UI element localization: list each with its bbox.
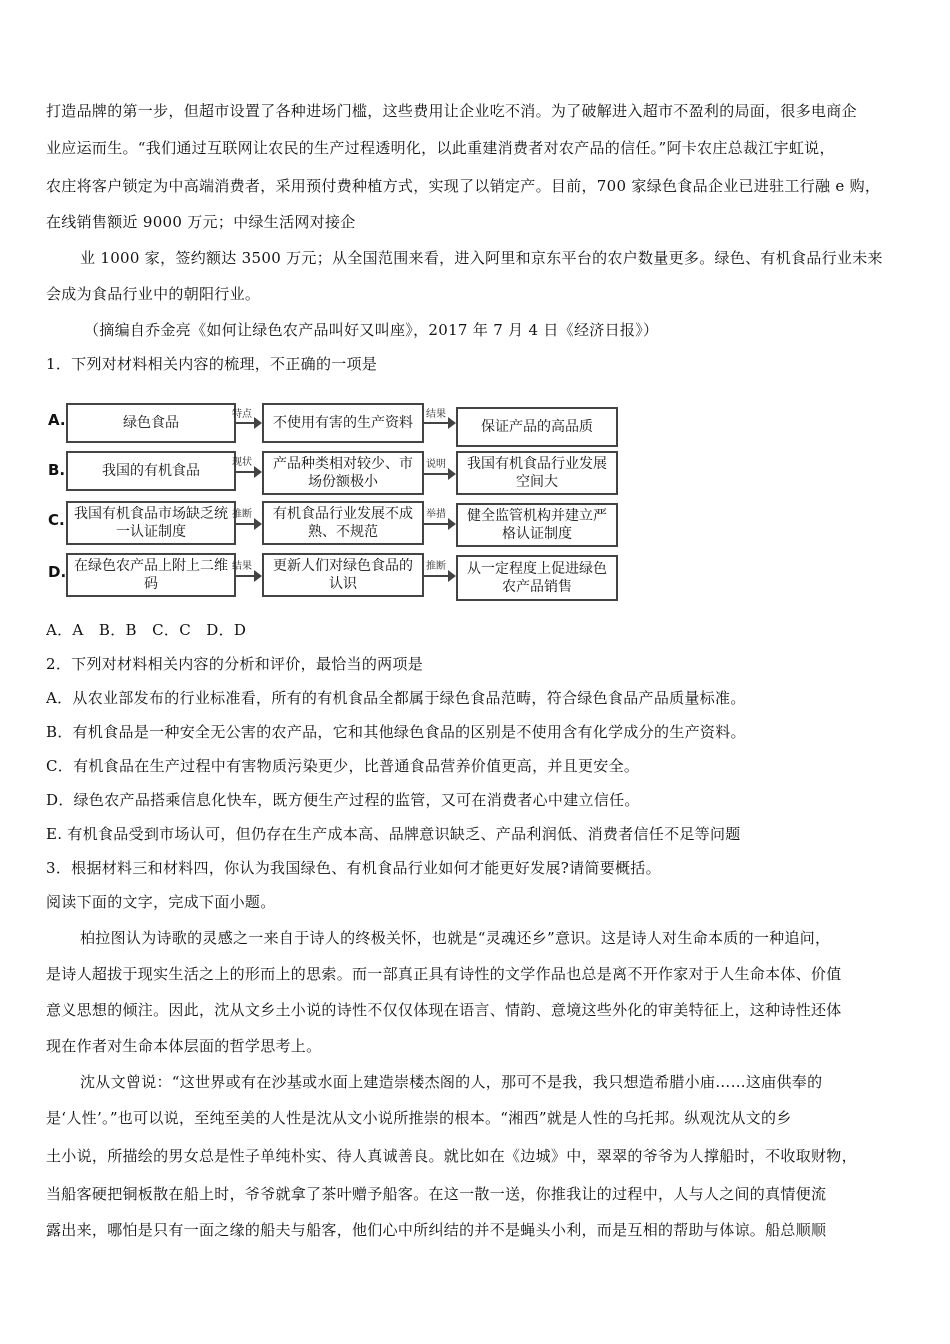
- row-label: A.: [48, 411, 66, 429]
- passage-line: 打造品牌的第一步，但超市设置了各种进场门槛，这些费用让企业吃不消。为了破解进入超市不盈利的局面，很多电商企: [46, 102, 857, 120]
- passage-line: 业 1000 家，签约额达 3500 万元；从全国范围来看，进入阿里和京东平台的农户数量更多。绿色、有机食品行业未来: [80, 249, 883, 267]
- arrow-tag: 结果: [232, 561, 252, 572]
- passage2-line: 露出来，哪怕是只有一面之缘的船夫与船客，他们心中所纠结的并不是蝇头小利，而是互相的帮助与体谅。船总顺顺: [46, 1221, 827, 1239]
- arrow-icon: [424, 523, 454, 525]
- passage2-line: 现在作者对生命本体层面的哲学思考上。: [46, 1037, 322, 1055]
- arrow-tag: 举措: [426, 509, 446, 520]
- passage2-line: 沈从文曾说：“这世界或有在沙基或水面上建造崇楼杰阁的人，那可不是我，我只想造希腊小庙……这庙供奉的: [80, 1073, 823, 1091]
- diagram-box: 健全监管机构并建立严格认证制度: [456, 503, 618, 547]
- diagram-box: 绿色食品: [66, 403, 236, 443]
- reading-instruction: 阅读下面的文字，完成下面小题。: [46, 893, 276, 911]
- passage2-line: 当船客硬把铜板散在船上时，爷爷就拿了茶叶赠予船客。在这一散一送，你推我让的过程中，人与人之间的真情便流: [46, 1185, 827, 1203]
- passage-line: 会成为食品行业中的朝阳行业。: [46, 285, 261, 303]
- arrow-tag: 推断: [232, 509, 252, 520]
- diagram-row-a: [44, 401, 620, 445]
- row-label: D.: [48, 563, 67, 581]
- arrow-tag: 推断: [426, 561, 446, 572]
- passage-line: 农庄将客户锁定为中高端消费者，采用预付费种植方式，实现了以销定产。目前，700 家绿色食品企业已进驻工行融 e 购，: [46, 177, 881, 195]
- passage2-line: 柏拉图认为诗歌的灵感之一来自于诗人的终极关怀，也就是“灵魂还乡”意识。这是诗人对生命本质的一种追问，: [80, 929, 831, 947]
- passage2-line: 土小说，所描绘的男女总是性子单纯朴实、待人真诚善良。就比如在《边城》中，翠翠的爷爷为人撑船时，不收取财物，: [46, 1147, 857, 1165]
- diagram-row-c: [44, 501, 620, 545]
- arrow-tag: 说明: [426, 459, 446, 470]
- arrow-icon: [236, 471, 260, 473]
- question-3-stem: 3．根据材料三和材料四，你认为我国绿色、有机食品行业如何才能更好发展?请简要概括。: [46, 859, 661, 877]
- diagram-box: 从一定程度上促进绿色农产品销售: [456, 555, 618, 601]
- source-citation: （摘编自乔金亮《如何让绿色农产品叫好又叫座》，2017 年 7 月 4 日《经济日报》）: [84, 321, 659, 339]
- passage2-line: 是‘人性’。”也可以说，至纯至美的人性是沈从文小说所推崇的根本。“湘西”就是人性的乌托邦。纵观沈从文的乡: [46, 1109, 792, 1127]
- passage-line: 业应运而生。“我们通过互联网让农民的生产过程透明化，以此重建消费者对农产品的信任。”阿卡农庄总裁江宇虹说，: [46, 139, 835, 157]
- q1-diagram: [44, 393, 620, 603]
- row-label: B.: [48, 461, 66, 479]
- diagram-box: 我国有机食品行业发展空间大: [456, 451, 618, 495]
- arrow-icon: [236, 422, 260, 424]
- diagram-box: 我国的有机食品: [66, 451, 236, 491]
- arrow-tag: 结果: [426, 409, 446, 420]
- arrow-tag: 现状: [232, 457, 252, 468]
- diagram-row-b: [44, 451, 620, 495]
- diagram-box: 产品种类相对较少、市场份额极小: [262, 451, 424, 495]
- arrow-tag: 特点: [232, 409, 252, 420]
- option-d: D．绿色农产品搭乘信息化快车，既方便生产过程的监管，又可在消费者心中建立信任。: [46, 791, 640, 809]
- arrow-icon: [236, 523, 260, 525]
- diagram-box: 保证产品的高品质: [456, 407, 618, 447]
- diagram-box: 更新人们对绿色食品的认识: [262, 553, 424, 597]
- diagram-box: 我国有机食品市场缺乏统一认证制度: [66, 501, 236, 545]
- question-1-stem: 1．下列对材料相关内容的梳理，不正确的一项是: [46, 355, 378, 373]
- arrow-icon: [236, 575, 260, 577]
- question-1-options: A．A B．B C．C D．D: [46, 621, 247, 639]
- option-a: A．从农业部发布的行业标准看，所有的有机食品全都属于绿色食品范畴，符合绿色食品产品质量标准。: [46, 689, 746, 707]
- diagram-row-d: [44, 553, 620, 597]
- arrow-icon: [424, 422, 454, 424]
- row-label: C.: [48, 511, 65, 529]
- passage2-line: 是诗人超拔于现实生活之上的形而上的思索。而一部真正具有诗性的文学作品也总是离不开作家对于人生命本体、价值: [46, 965, 842, 983]
- question-2-stem: 2．下列对材料相关内容的分析和评价，最恰当的两项是: [46, 655, 424, 673]
- passage2-line: 意义思想的倾注。因此，沈从文乡土小说的诗性不仅仅体现在语言、情韵、意境这些外化的审美特征上，这种诗性还体: [46, 1001, 842, 1019]
- arrow-icon: [424, 575, 454, 577]
- passage-line: 在线销售额近 9000 万元；中绿生活网对接企: [46, 213, 356, 231]
- arrow-icon: [424, 473, 454, 475]
- option-c: C．有机食品在生产过程中有害物质污染更少，比普通食品营养价值更高，并且更安全。: [46, 757, 640, 775]
- option-b: B．有机食品是一种安全无公害的农产品，它和其他绿色食品的区别是不使用含有化学成分的生产资料。: [46, 723, 746, 741]
- diagram-box: 在绿色农产品上附上二维码: [66, 553, 236, 597]
- diagram-box: 有机食品行业发展不成熟、不规范: [262, 501, 424, 545]
- diagram-box: 不使用有害的生产资料: [262, 403, 424, 443]
- option-e: E. 有机食品受到市场认可，但仍存在生产成本高、品牌意识缺乏、产品利润低、消费者信任不足等问题: [46, 825, 741, 843]
